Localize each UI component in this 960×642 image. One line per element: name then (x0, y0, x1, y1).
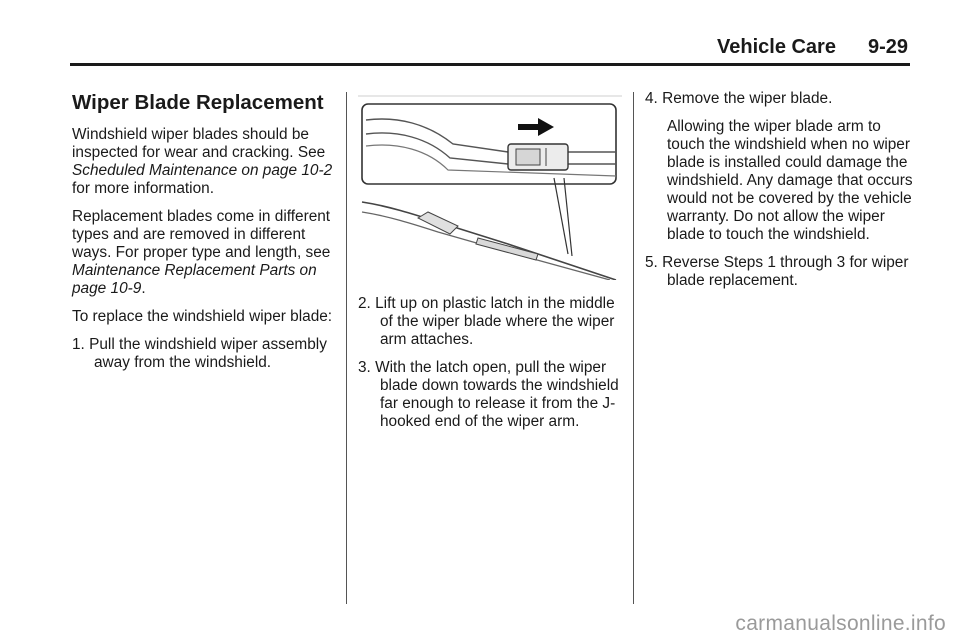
column-divider-2 (633, 92, 634, 604)
column-right (645, 90, 913, 300)
page-header (70, 30, 910, 66)
page-number: 9-29 (867, 36, 908, 58)
column-divider-1 (346, 92, 347, 604)
paragraph-inspection: Windshield wiper blades should be inspected for wear and cracking. See Scheduled Maintenance on page 10-2 for more information. (72, 126, 333, 197)
paragraph-intro: To replace the windshield wiper blade: (72, 308, 333, 325)
section-title: Vehicle Care (717, 36, 836, 58)
page-heading: Wiper Blade Replacement (72, 91, 324, 114)
xref-maintenance-parts[interactable]: Maintenance Replacement Parts on page 10-9 (72, 262, 317, 297)
step-5: 5. Reverse Steps 1 through 3 for wiper blade replacement. (645, 254, 909, 289)
step-2: 2. Lift up on plastic latch in the middle of the wiper blade where the wiper arm attaches. (358, 295, 615, 348)
step-4-note: Allowing the wiper blade arm to touch the windshield when no wiper blade is installed could damage the windshield. Any damage that occurs would not be covered by the vehicle warranty. Do not allow the wiper blade to touch the windshield. (667, 118, 913, 243)
step-1: 1. Pull the windshield wiper assembly away from the windshield. (72, 336, 327, 371)
column-middle (358, 92, 622, 441)
header-rule (70, 63, 910, 66)
watermark: carmanualsonline.info (735, 612, 946, 635)
wiper-latch-illustration (358, 94, 622, 280)
step-3: 3. With the latch open, pull the wiper blade down towards the windshield far enough to release it from the J-hooked end of the wiper arm. (358, 359, 619, 430)
paragraph-replacement-types: Replacement blades come in different types and are removed in different ways. For proper type and length, see Maintenance Replacement Parts on page 10-9. (72, 208, 331, 297)
xref-scheduled-maintenance[interactable]: Scheduled Maintenance on page 10-2 (72, 162, 333, 179)
step-4: 4. Remove the wiper blade. (645, 90, 833, 107)
column-left (72, 90, 334, 382)
